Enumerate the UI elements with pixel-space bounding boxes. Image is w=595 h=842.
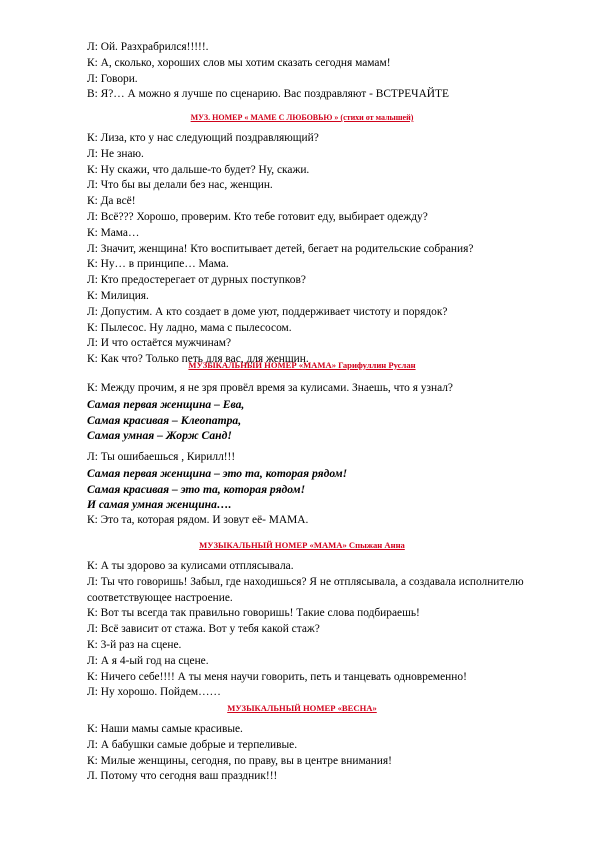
dialogue-line: К: Пылесос. Ну ладно, мама с пылесосом. bbox=[87, 321, 292, 334]
dialogue-line: Л: Ты что говоришь! Забыл, где находишься? Я не отплясывала, а создавала исполнителю bbox=[87, 575, 524, 588]
dialogue-line: К: Ну… в принципе… Мама. bbox=[87, 258, 229, 271]
dialogue-line: В: Я?… А можно я лучше по сценарию. Вас поздравляют - ВСТРЕЧАЙТЕ bbox=[87, 88, 449, 101]
verse-line: Самая красивая – Клеопатра, bbox=[87, 413, 242, 427]
dialogue-line: Л: Всё зависит от стажа. Вот у тебя какой стаж? bbox=[87, 623, 320, 636]
dialogue-block-4 bbox=[87, 450, 577, 529]
dialogue-block-1 bbox=[87, 40, 577, 103]
dialogue-line: Л: Значит, женщина! Кто воспитывает детей, бегает на родительские собрания? bbox=[87, 242, 474, 255]
dialogue-line: Л: Ну хорошо. Пойдем…… bbox=[87, 686, 221, 699]
verse-line: Самая первая женщина – это та, которая рядом! bbox=[87, 466, 348, 480]
dialogue-line: Л: Говори. bbox=[87, 72, 138, 85]
dialogue-line: К: Милые женщины, сегодня, по праву, вы в центре внимания! bbox=[87, 754, 392, 767]
dialogue-line: К: Милиция. bbox=[87, 289, 149, 302]
verse-line: Самая первая женщина – Ева, bbox=[87, 397, 245, 411]
dialogue-line: К: Мама… bbox=[87, 226, 140, 239]
dialogue-line: К: А ты здорово за кулисами отплясывала. bbox=[87, 560, 294, 572]
dialogue-line: Л: Что бы вы делали без нас, женщин. bbox=[87, 179, 273, 192]
dialogue-line: Л: Ой. Разхрабрился!!!!!. bbox=[87, 41, 209, 53]
verse-line: Самая красивая – это та, которая рядом! bbox=[87, 482, 306, 496]
dialogue-line: К: Наши мамы самые красивые. bbox=[87, 723, 243, 735]
dialogue-block-2 bbox=[87, 131, 577, 368]
dialogue-line: Л: А я 4-ый год на сцене. bbox=[87, 654, 209, 667]
dialogue-line: Л. Потому что сегодня ваш праздник!!! bbox=[87, 770, 278, 783]
dialogue-block-5 bbox=[87, 559, 577, 701]
section-heading-3: МУЗЫКАЛЬНЫЙ НОМЕР «МАМА» Спыжан Анна bbox=[199, 540, 405, 550]
verse-line: И самая умная женщина…. bbox=[87, 498, 232, 512]
dialogue-line: К: Между прочим, я не зря провёл время за кулисами. Знаешь, что я узнал? bbox=[87, 382, 453, 394]
dialogue-line: К: Вот ты всегда так правильно говоришь! Такие слова подбираешь! bbox=[87, 607, 420, 620]
dialogue-line: К: А, сколько, хороших слов мы хотим сказать сегодня мамам! bbox=[87, 56, 391, 69]
dialogue-block-6 bbox=[87, 722, 577, 785]
dialogue-line: соответствующее настроение. bbox=[87, 591, 233, 604]
dialogue-line: Л: И что остаётся мужчинам? bbox=[87, 337, 232, 350]
dialogue-line: К: Это та, которая рядом. И зовут её- МАМА. bbox=[87, 514, 309, 527]
dialogue-line: Л: А бабушки самые добрые и терпеливые. bbox=[87, 738, 298, 751]
section-heading-2: МУЗЫКАЛЬНЫЙ НОМЕР «МАМА» Гарифуллин Руслан bbox=[188, 360, 416, 370]
section-heading-4: МУЗЫКАЛЬНЫЙ НОМЕР «ВЕСНА» bbox=[227, 703, 377, 713]
dialogue-line: Л: Кто предостерегает от дурных поступков? bbox=[87, 274, 306, 287]
dialogue-line: К: Ну скажи, что дальше-то будет? Ну, скажи. bbox=[87, 163, 310, 176]
dialogue-line: К: Да всё! bbox=[87, 195, 136, 208]
dialogue-line: Л: Всё??? Хорошо, проверим. Кто тебе готовит еду, выбирает одежду? bbox=[87, 210, 428, 223]
dialogue-line: К: Лиза, кто у нас следующий поздравляющий? bbox=[87, 132, 319, 144]
dialogue-line: Л: Допустим. А кто создает в доме уют, поддерживает чистоту и порядок? bbox=[87, 305, 448, 318]
dialogue-line: Л: Не знаю. bbox=[87, 147, 144, 160]
dialogue-line: К: Как что? Только петь для вас, для женщин. bbox=[87, 353, 309, 366]
dialogue-line: К: 3-й раз на сцене. bbox=[87, 638, 182, 651]
section-heading-1: МУЗ. НОМЕР « МАМЕ С ЛЮБОВЬЮ » (стихи от малышей) bbox=[190, 113, 414, 122]
dialogue-block-3 bbox=[87, 381, 577, 444]
dialogue-line: К: Ничего себе!!!! А ты меня научи говорить, петь и танцевать одновременно! bbox=[87, 670, 467, 683]
dialogue-line: Л: Ты ошибаешься , Кирилл!!! bbox=[87, 451, 236, 463]
verse-line: Самая умная – Жорж Санд! bbox=[87, 429, 232, 443]
